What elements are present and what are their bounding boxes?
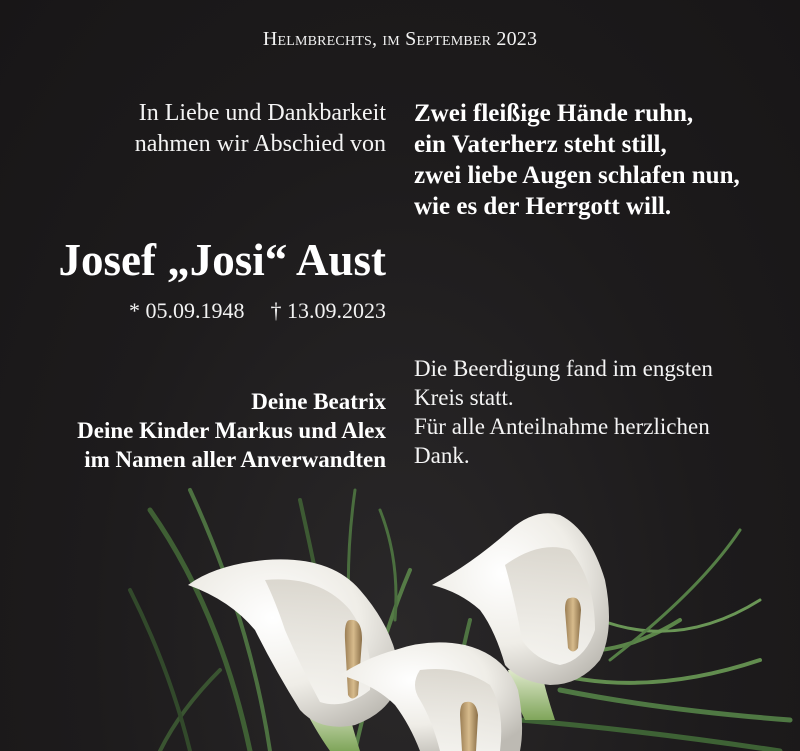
- intro-text: [135, 98, 386, 160]
- notice-line: Dank.: [414, 443, 470, 468]
- poem-line: Zwei fleißige Hände ruhn,: [414, 100, 694, 127]
- death-date: † 13.09.2023: [270, 298, 386, 323]
- poem-line: ein Vaterherz steht still,: [414, 131, 667, 158]
- deceased-name: Josef „Josi“ Aust: [58, 235, 386, 285]
- life-dates: [129, 297, 386, 325]
- calla-lilies-image: [0, 470, 800, 751]
- intro-line: In Liebe und Dankbarkeit: [138, 100, 386, 126]
- funeral-notice: [414, 354, 713, 470]
- notice-line: Für alle Anteilnahme herzlichen: [414, 414, 710, 439]
- notice-line: Die Beerdigung fand im engsten: [414, 356, 713, 381]
- poem-line: wie es der Herrgott will.: [414, 193, 672, 220]
- poem-verse: [414, 98, 740, 222]
- mourners-signature: [77, 387, 386, 474]
- birth-date: * 05.09.1948: [129, 298, 245, 323]
- dateline: Helmbrechts, im September 2023: [262, 28, 538, 50]
- poem-line: zwei liebe Augen schlafen nun,: [414, 162, 740, 189]
- notice-line: Kreis statt.: [414, 385, 514, 410]
- mourner-line: Deine Beatrix: [251, 389, 386, 414]
- mourner-line: im Namen aller Anverwandten: [84, 447, 386, 472]
- lily-left: [188, 559, 400, 751]
- mourner-line: Deine Kinder Markus und Alex: [77, 418, 386, 443]
- intro-line: nahmen wir Abschied von: [134, 131, 386, 157]
